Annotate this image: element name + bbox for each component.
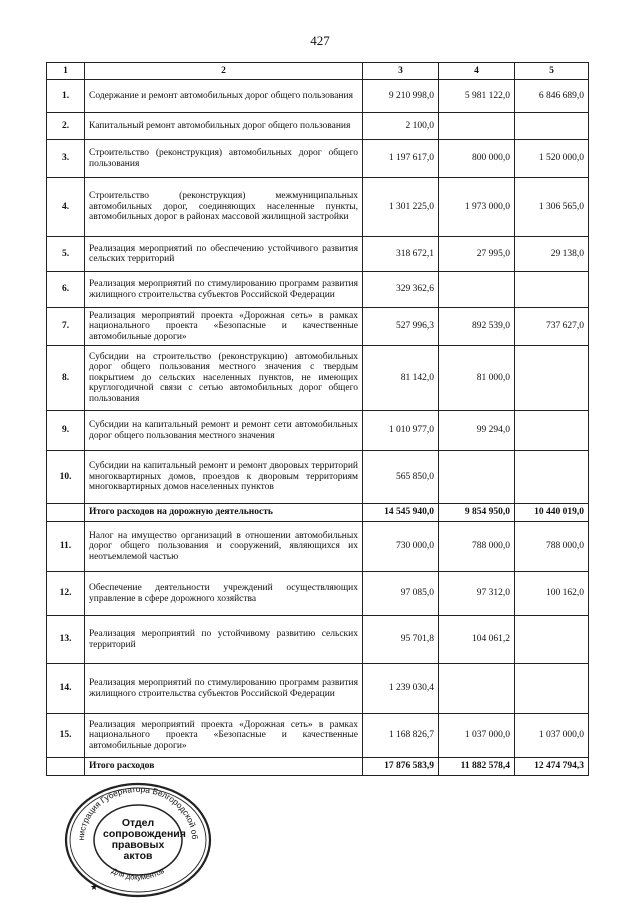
- table-row: [47, 616, 589, 664]
- total-row: [47, 758, 589, 776]
- department-stamp: [62, 782, 214, 898]
- row-number: 7.: [47, 308, 85, 346]
- row-number: 6.: [47, 272, 85, 308]
- col-header-3: 3: [363, 63, 439, 80]
- row-number: 4.: [47, 178, 85, 237]
- value-col-3: 1 239 030,4: [363, 664, 439, 714]
- value-col-5: 1 037 000,0: [515, 714, 589, 758]
- page-number: 427: [310, 33, 330, 48]
- row-number: 3.: [47, 140, 85, 178]
- stamp-department-name: Отдел сопровождения правовых актов: [103, 817, 186, 862]
- subtotal-col-3: 14 545 940,0: [363, 504, 439, 522]
- value-col-4: [439, 272, 515, 308]
- stamp-center-area: [62, 782, 214, 898]
- value-col-3: 318 672,1: [363, 237, 439, 272]
- col-header-5: 5: [515, 63, 589, 80]
- row-number: 10.: [47, 451, 85, 504]
- row-number: 5.: [47, 237, 85, 272]
- header-row: [47, 63, 589, 80]
- row-number: 12.: [47, 572, 85, 616]
- row-number: 2.: [47, 113, 85, 140]
- table-row: [47, 237, 589, 272]
- value-col-4: 99 294,0: [439, 411, 515, 451]
- value-col-5: [515, 616, 589, 664]
- value-col-3: 1 010 977,0: [363, 411, 439, 451]
- budget-table: [46, 62, 589, 776]
- row-description: Реализация мероприятий по стимулированию программ развития жилищного строительства субъектов Российской Федерации: [85, 272, 363, 308]
- total-empty-cell: [47, 758, 85, 776]
- row-description: Капитальный ремонт автомобильных дорог общего пользования: [85, 113, 363, 140]
- stamp-star-icon: ★: [90, 883, 99, 893]
- table-row: [47, 140, 589, 178]
- value-col-3: 565 850,0: [363, 451, 439, 504]
- row-number: 8.: [47, 346, 85, 411]
- value-col-4: 788 000,0: [439, 522, 515, 572]
- row-description: Реализация мероприятий по стимулированию программ развития жилищного строительства субъектов Российской Федерации: [85, 664, 363, 714]
- value-col-4: 800 000,0: [439, 140, 515, 178]
- value-col-5: [515, 113, 589, 140]
- row-description: Налог на имущество организаций в отношении автомобильных дорог общего пользования и сооружений, являющихся их неотъемлемой частью: [85, 522, 363, 572]
- value-col-4: [439, 664, 515, 714]
- row-number: 14.: [47, 664, 85, 714]
- table-row: [47, 178, 589, 237]
- row-description: Субсидии на капитальный ремонт и ремонт дворовых территорий многоквартирных домов, проездов к дворовым территориям многоквартирных домов населенных пунктов: [85, 451, 363, 504]
- row-description: Строительство (реконструкция) межмуниципальных автомобильных дорог, соединяющих населенные пункты, автомобильных дорог в районах массовой жилищной застройки: [85, 178, 363, 237]
- value-col-5: 100 162,0: [515, 572, 589, 616]
- row-description: Реализация мероприятий проекта «Дорожная сеть» в рамках национального проекта «Безопасные и качественные автомобильные дороги»: [85, 714, 363, 758]
- value-col-3: 2 100,0: [363, 113, 439, 140]
- value-col-4: 892 539,0: [439, 308, 515, 346]
- subtotal-label: Итого расходов на дорожную деятельность: [85, 504, 363, 522]
- value-col-5: 737 627,0: [515, 308, 589, 346]
- value-col-3: 1 168 826,7: [363, 714, 439, 758]
- table-row: [47, 664, 589, 714]
- value-col-4: [439, 451, 515, 504]
- value-col-3: 95 701,8: [363, 616, 439, 664]
- value-col-3: 1 301 225,0: [363, 178, 439, 237]
- row-description: Реализация мероприятий проекта «Дорожная сеть» в рамках национального проекта «Безопасные и качественные автомобильные дороги»: [85, 308, 363, 346]
- value-col-3: 527 996,3: [363, 308, 439, 346]
- value-col-5: 6 846 689,0: [515, 80, 589, 113]
- total-col-5: 12 474 794,3: [515, 758, 589, 776]
- table-row: [47, 113, 589, 140]
- value-col-4: 97 312,0: [439, 572, 515, 616]
- value-col-4: 5 981 122,0: [439, 80, 515, 113]
- value-col-5: [515, 272, 589, 308]
- value-col-5: [515, 664, 589, 714]
- stamp-bottom-text: Для документов: [110, 866, 166, 882]
- value-col-4: 81 000,0: [439, 346, 515, 411]
- stamp-ring-text: нистрация Губернатора Белгородской об: [75, 783, 201, 841]
- subtotal-col-4: 9 854 950,0: [439, 504, 515, 522]
- table-row: [47, 346, 589, 411]
- value-col-4: [439, 113, 515, 140]
- row-description: Реализация мероприятий по обеспечению устойчивого развития сельских территорий: [85, 237, 363, 272]
- subtotal-col-5: 10 440 019,0: [515, 504, 589, 522]
- row-number: 11.: [47, 522, 85, 572]
- value-col-3: 730 000,0: [363, 522, 439, 572]
- value-col-3: 97 085,0: [363, 572, 439, 616]
- table-row: [47, 272, 589, 308]
- total-col-4: 11 882 578,4: [439, 758, 515, 776]
- row-description: Содержание и ремонт автомобильных дорог общего пользования: [85, 80, 363, 113]
- value-col-5: 1 306 565,0: [515, 178, 589, 237]
- value-col-5: [515, 411, 589, 451]
- row-description: Строительство (реконструкция) автомобильных дорог общего пользования: [85, 140, 363, 178]
- row-description: Реализация мероприятий по устойчивому развитию сельских территорий: [85, 616, 363, 664]
- row-number: 1.: [47, 80, 85, 113]
- row-number: 15.: [47, 714, 85, 758]
- value-col-3: 81 142,0: [363, 346, 439, 411]
- value-col-4: 27 995,0: [439, 237, 515, 272]
- value-col-3: 329 362,6: [363, 272, 439, 308]
- value-col-3: 9 210 998,0: [363, 80, 439, 113]
- table-row: [47, 522, 589, 572]
- table-row: [47, 714, 589, 758]
- table-row: [47, 451, 589, 504]
- row-description: Субсидии на капитальный ремонт и ремонт сети автомобильных дорог общего пользования местного значения: [85, 411, 363, 451]
- row-description: Субсидии на строительство (реконструкцию) автомобильных дорог общего пользования местного значения с твердым покрытием до сельских населенных пунктов, не имеющих круглогодичной связи с сетью автомобильных дорог общего пользования: [85, 346, 363, 411]
- row-number: 9.: [47, 411, 85, 451]
- value-col-5: [515, 451, 589, 504]
- subtotal-empty-cell: [47, 504, 85, 522]
- table-row: [47, 572, 589, 616]
- table-row: [47, 411, 589, 451]
- value-col-5: 29 138,0: [515, 237, 589, 272]
- value-col-5: [515, 346, 589, 411]
- row-description: Обеспечение деятельности учреждений осуществляющих управление в сфере дорожного хозяйства: [85, 572, 363, 616]
- value-col-4: 1 037 000,0: [439, 714, 515, 758]
- table-row: [47, 308, 589, 346]
- value-col-5: 788 000,0: [515, 522, 589, 572]
- value-col-3: 1 197 617,0: [363, 140, 439, 178]
- value-col-4: 104 061,2: [439, 616, 515, 664]
- subtotal-row: [47, 504, 589, 522]
- row-number: 13.: [47, 616, 85, 664]
- value-col-4: 1 973 000,0: [439, 178, 515, 237]
- total-label: Итого расходов: [85, 758, 363, 776]
- col-header-1: 1: [47, 63, 85, 80]
- col-header-2: 2: [85, 63, 363, 80]
- total-col-3: 17 876 583,9: [363, 758, 439, 776]
- col-header-4: 4: [439, 63, 515, 80]
- table-row: [47, 80, 589, 113]
- value-col-5: 1 520 000,0: [515, 140, 589, 178]
